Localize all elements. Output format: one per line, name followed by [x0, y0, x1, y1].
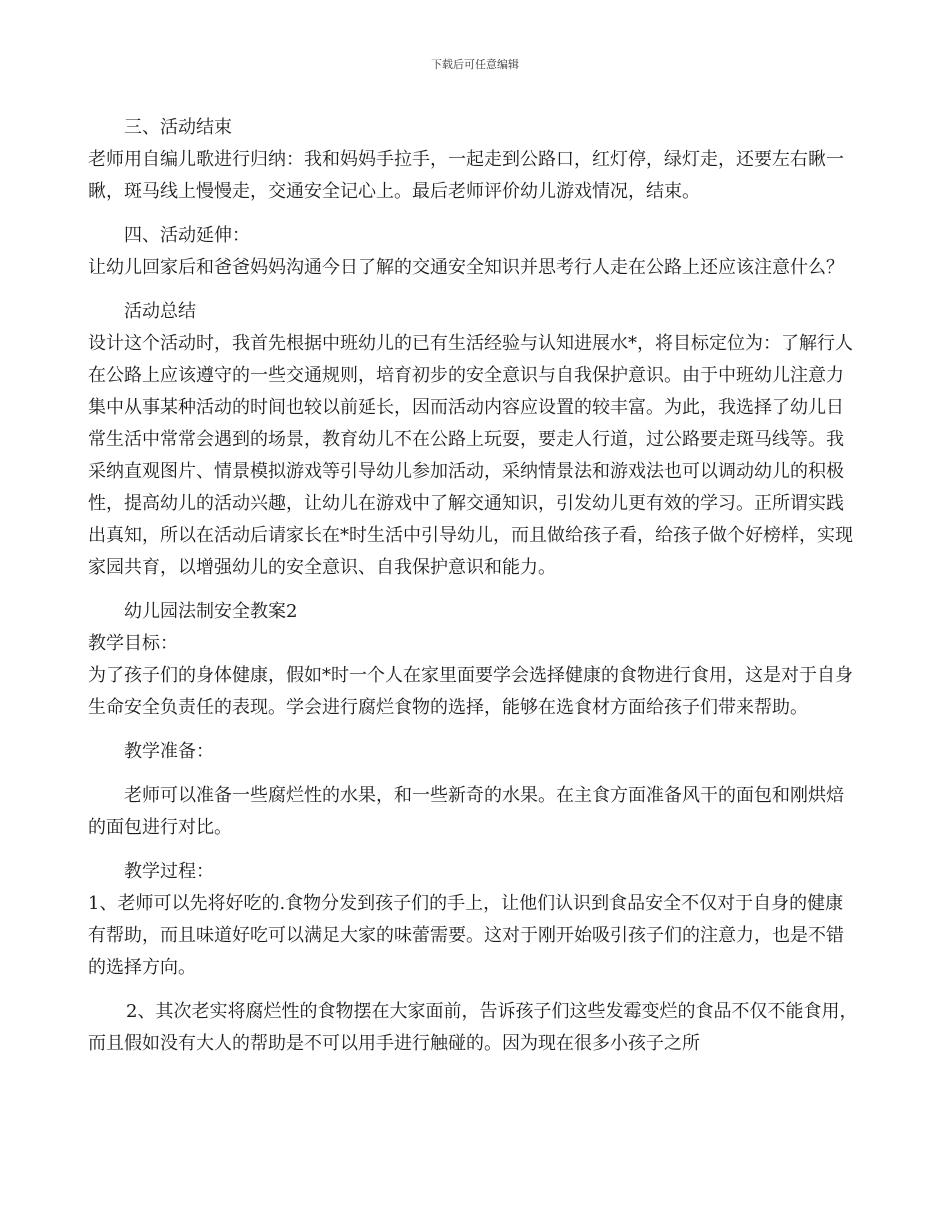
section-heading: 三、活动结束 [124, 117, 232, 138]
page-header: 下载后可任意编辑 [431, 58, 519, 71]
section-heading: 幼儿园法制安全教案2 [124, 601, 298, 622]
paragraph: 老师可以准备一些腐烂性的水果，和一些新奇的水果。在主食方面准备风干的面包和刚烘焙的面包进行对比。 [88, 785, 844, 838]
section-heading: 活动总结 [124, 301, 196, 322]
section-heading: 四、活动延伸： [124, 225, 250, 246]
paragraph: 设计这个活动时，我首先根据中班幼儿的已有生活经验与认知进展水*，将目标定位为：了解行人在公路上应该遵守的一些交通规则，培育初步的安全意识与自我保护意识。由于中班幼儿注意力集中从事某种活动的时间也较以前延长，因而活动内容应设置的较丰富。为此，我选择了幼儿日常生活中常常会遇到的场景，教育幼儿不在公路上玩耍，要走人行道，过公路要走斑马线等。我采纳直观图片、情景模拟游戏等引导幼儿参加活动，采纳情景法和游戏法也可以调动幼儿的积极性，提高幼儿的活动兴趣，让幼儿在游戏中了解交通知识，引发幼儿更有效的学习。正所谓实践出真知，所以在活动后请家长在*时生活中引导幼儿，而且做给孩子看，给孩子做个好榜样，实现家园共育，以增强幼儿的安全意识、自我保护意识和能力。 [88, 333, 853, 578]
paragraph: 1、老师可以先将好吃的.食物分发到孩子们的手上，让他们认识到食品安全不仅对于自身的健康有帮助，而且味道好吃可以满足大家的味蕾需要。这对于刚开始吸引孩子们的注意力，也是不错的选择方向。 [88, 893, 844, 978]
paragraph: 老师用自编儿歌进行归纳：我和妈妈手拉手，一起走到公路口，红灯停，绿灯走，还要左右瞅一瞅，斑马线上慢慢走，交通安全记心上。最后老师评价幼儿游戏情况，结束。 [88, 149, 844, 202]
section-heading: 教学过程： [124, 861, 214, 882]
document-body [88, 112, 860, 1060]
paragraph: 让幼儿回家后和爸爸妈妈沟通今日了解的交通安全知识并思考行人走在公路上还应该注意什么？ [88, 257, 844, 278]
section-heading: 教学目标： [88, 633, 178, 654]
section-heading: 教学准备： [124, 741, 214, 762]
paragraph: 为了孩子们的身体健康，假如*时一个人在家里面要学会选择健康的食物进行食用，这是对于自身生命安全负责任的表现。学会进行腐烂食物的选择，能够在选食材方面给孩子们带来帮助。 [88, 665, 853, 718]
paragraph: 2、其次老实将腐烂性的食物摆在大家面前，告诉孩子们这些发霉变烂的食品不仅不能食用，而且假如没有大人的帮助是不可以用手进行触碰的。因为现在很多小孩子之所 [88, 1001, 858, 1054]
